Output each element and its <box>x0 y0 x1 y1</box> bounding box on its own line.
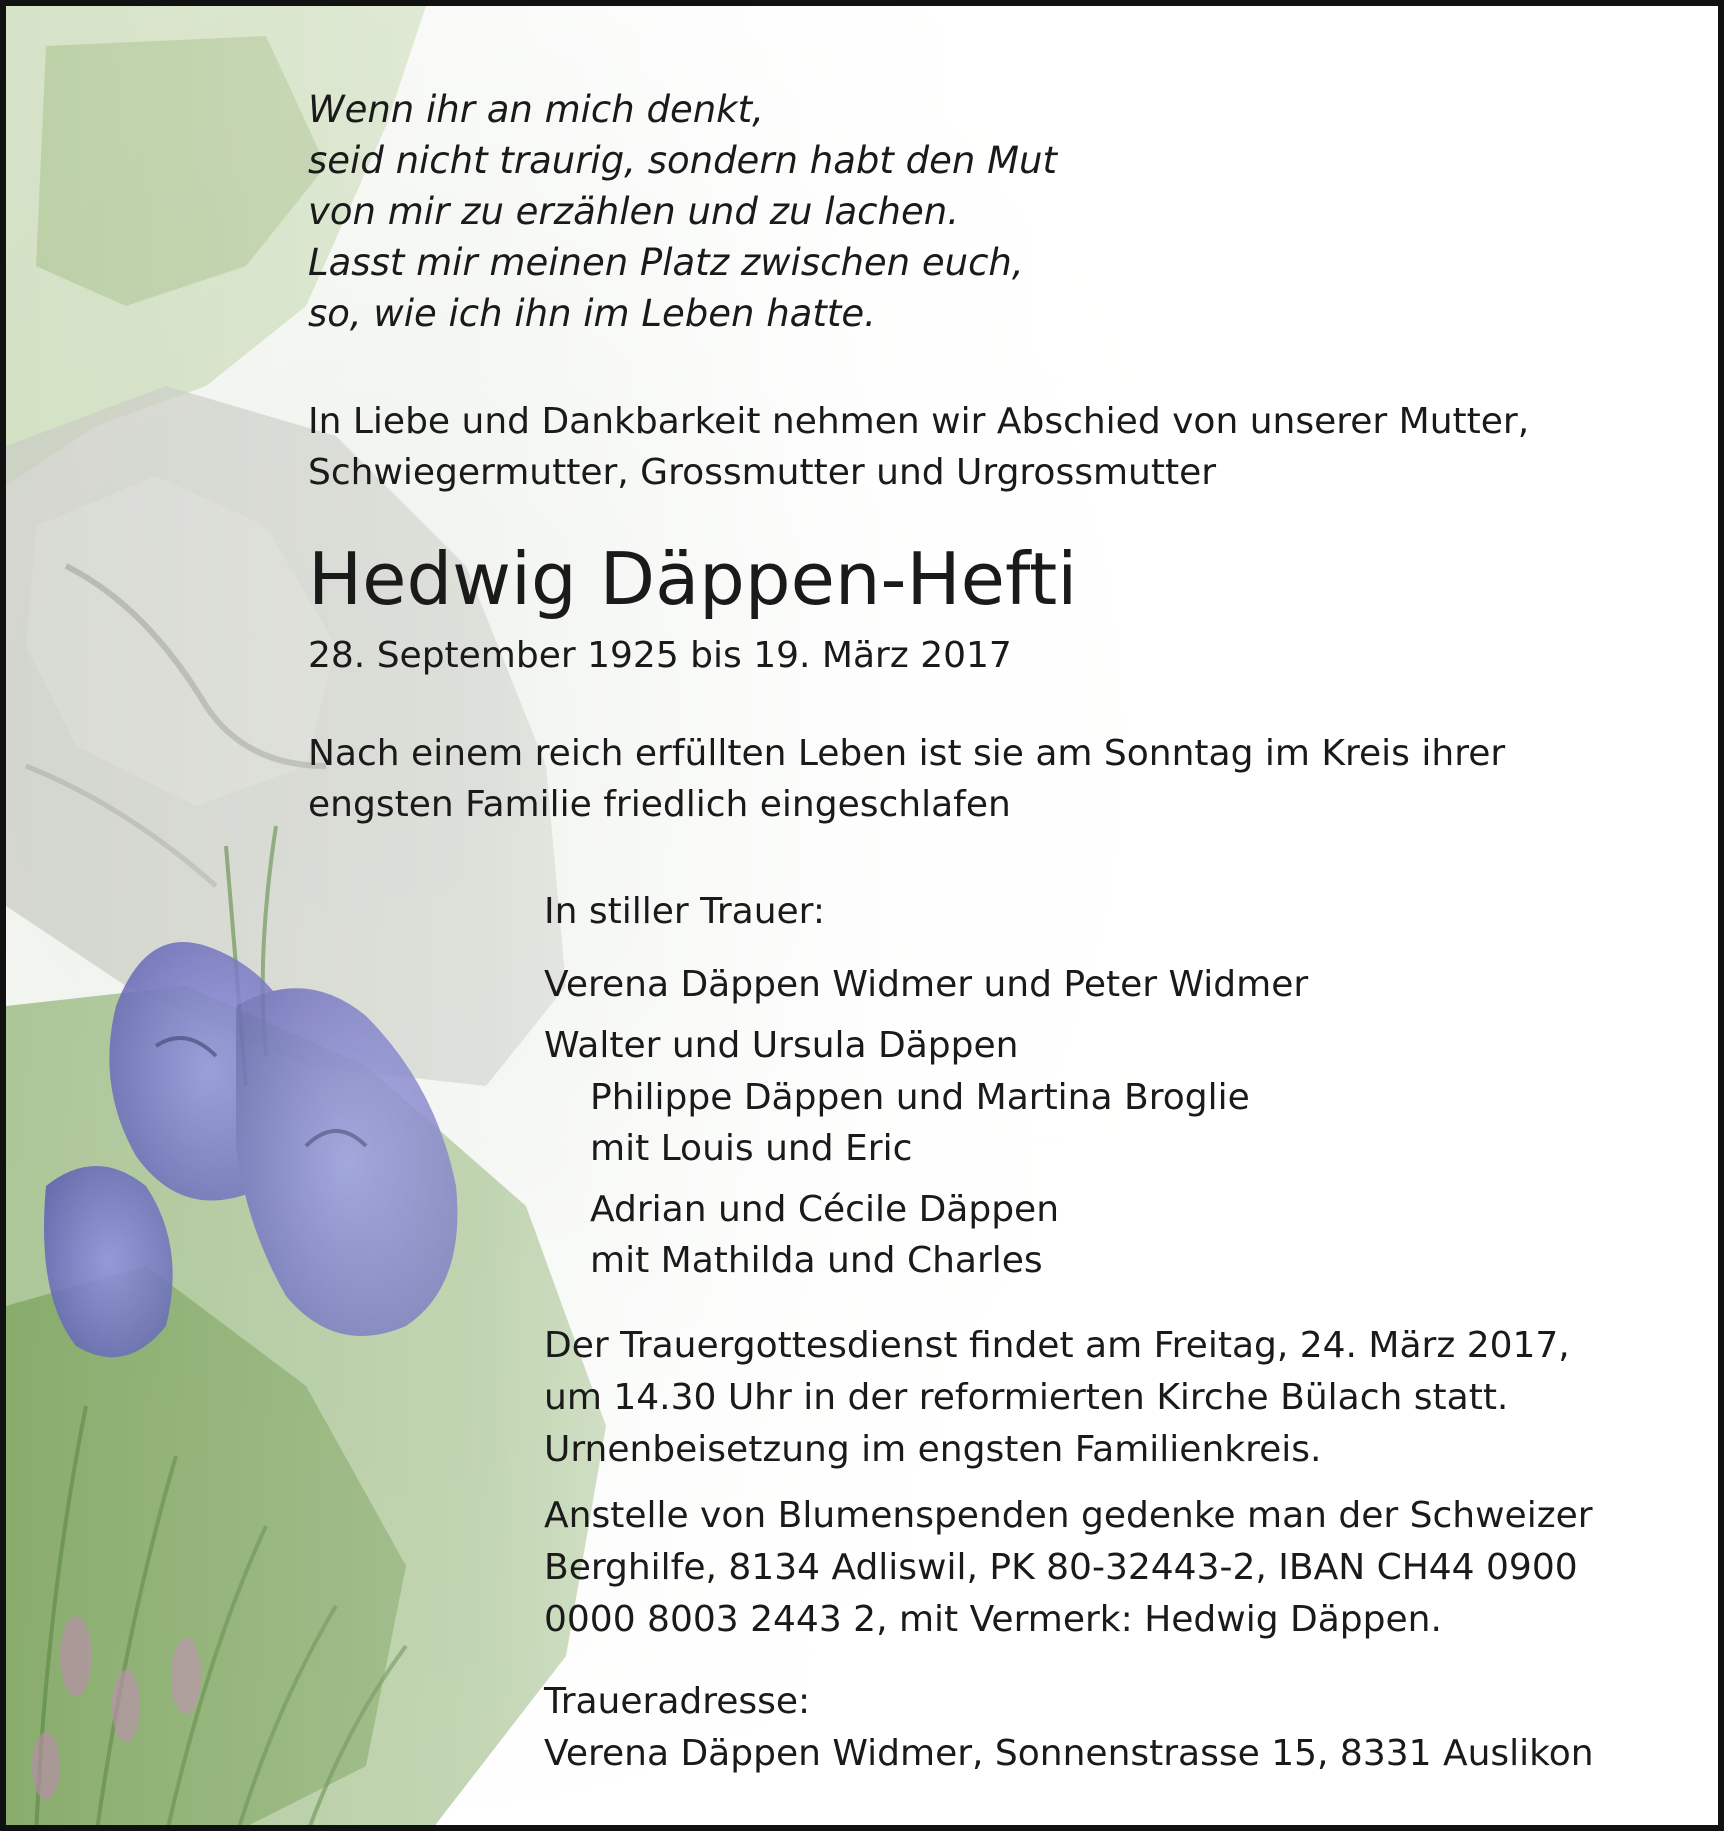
donation-info <box>544 1490 1593 1646</box>
mourner-line: mit Louis und Eric <box>590 1128 913 1169</box>
life-dates: 28. September 1925 bis 19. März 2017 <box>308 635 1012 676</box>
mourner-grandchild-family <box>590 1184 1059 1286</box>
service-line: Der Trauergottesdienst findet am Freitag, 24. März 2017, <box>544 1325 1570 1366</box>
passing-line: Nach einem reich erfüllten Leben ist sie am Sonntag im Kreis ihrer <box>308 733 1506 774</box>
deceased-name: Hedwig Däppen-Hefti <box>308 537 1078 621</box>
farewell-intro <box>308 396 1529 498</box>
poem-line: von mir zu erzählen und zu lachen. <box>308 190 959 233</box>
poem-line: seid nicht traurig, sondern habt den Mut <box>308 139 1057 182</box>
service-line: Urnenbeisetzung im engsten Familienkreis. <box>544 1429 1322 1470</box>
mourner-family: Walter und Ursula Däppen <box>544 1025 1019 1066</box>
mourners-heading: In stiller Trauer: <box>544 891 825 932</box>
poem-line: so, wie ich ihn im Leben hatte. <box>308 292 876 335</box>
passing-line: engsten Familie friedlich eingeschlafen <box>308 784 1011 825</box>
intro-line: In Liebe und Dankbarkeit nehmen wir Abschied von unserer Mutter, <box>308 401 1530 442</box>
mourner-line: Adrian und Cécile Däppen <box>590 1189 1060 1230</box>
passing-text <box>308 728 1505 830</box>
mourning-address: Verena Däppen Widmer, Sonnenstrasse 15, 8331 Auslikon <box>544 1733 1594 1774</box>
intro-line: Schwiegermutter, Grossmutter und Urgrossmutter <box>308 452 1217 493</box>
poem-line: Wenn ihr an mich denkt, <box>308 88 764 131</box>
obituary-content <box>6 6 1724 1831</box>
donation-line: Anstelle von Blumenspenden gedenke man der Schweizer <box>544 1495 1593 1536</box>
poem <box>308 84 1057 339</box>
mourner-family: Verena Däppen Widmer und Peter Widmer <box>544 964 1309 1005</box>
donation-line: 0000 8003 2443 2, mit Vermerk: Hedwig Däppen. <box>544 1599 1442 1640</box>
mourning-address-label: Traueradresse: <box>544 1681 811 1722</box>
poem-line: Lasst mir meinen Platz zwischen euch, <box>308 241 1024 284</box>
mourner-line: Philippe Däppen und Martina Broglie <box>590 1077 1250 1118</box>
donation-line: Berghilfe, 8134 Adliswil, PK 80-32443-2, IBAN CH44 0900 <box>544 1547 1578 1588</box>
funeral-service-info <box>544 1320 1570 1476</box>
mourner-line: mit Mathilda und Charles <box>590 1240 1043 1281</box>
mourner-grandchild-family <box>590 1072 1250 1174</box>
service-line: um 14.30 Uhr in der reformierten Kirche Bülach statt. <box>544 1377 1509 1418</box>
